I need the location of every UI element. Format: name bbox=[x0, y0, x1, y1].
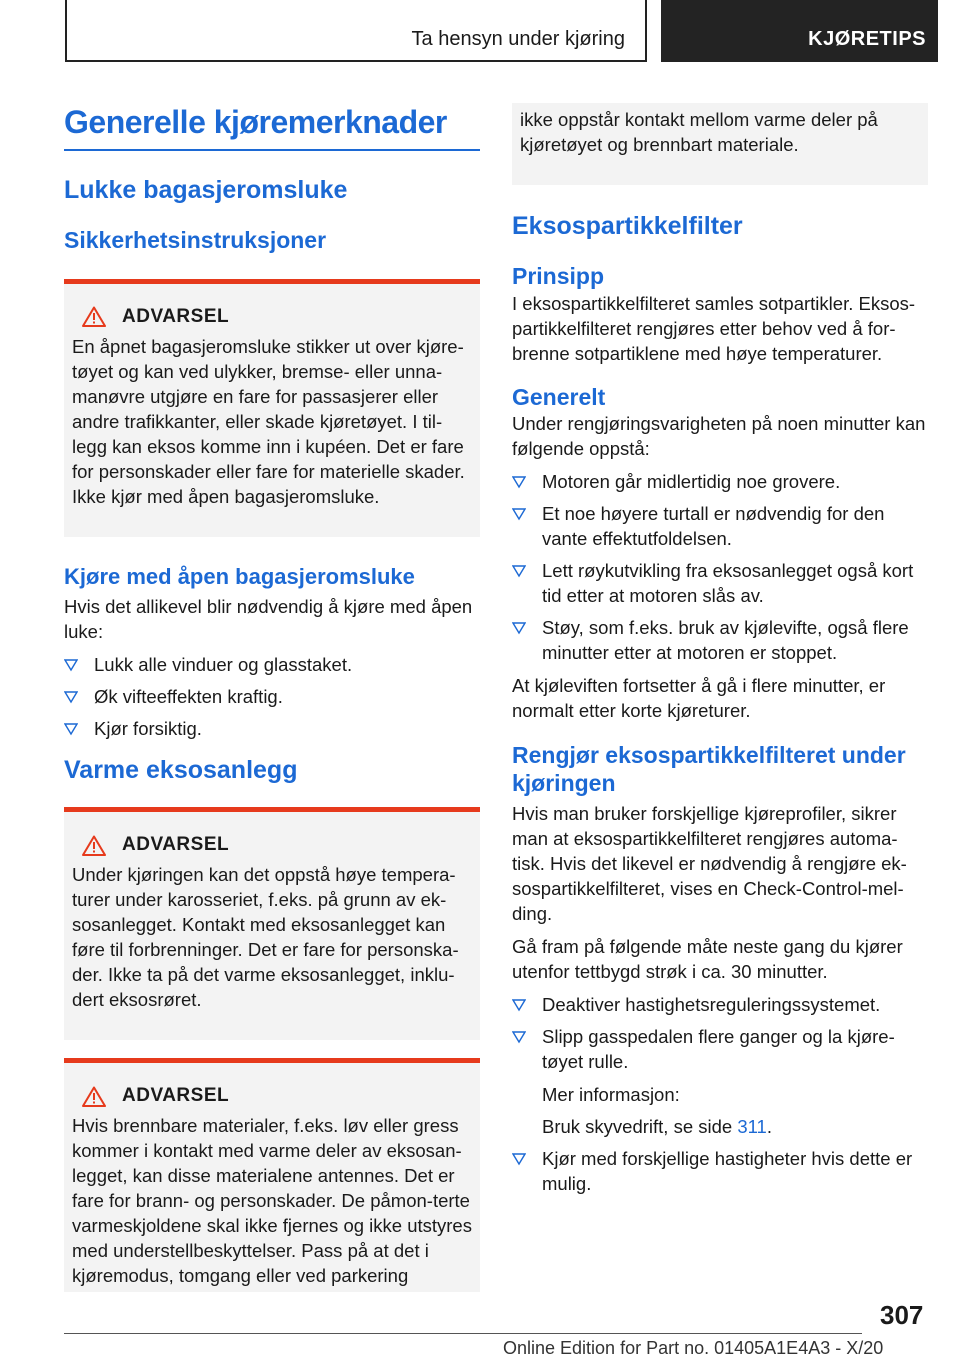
warning-text: ikke oppstår kontakt mellom varme deler på kjøretøyet og brennbart materiale. bbox=[520, 109, 878, 155]
heading-hot-exhaust: Varme eksosanlegg bbox=[64, 756, 298, 785]
warning-box-flammable bbox=[64, 1058, 480, 1292]
bullet-triangle-icon bbox=[512, 1030, 526, 1044]
list-item: Kjør forsiktig. bbox=[64, 716, 480, 741]
warning-box-trunk bbox=[64, 279, 480, 537]
principle-text: I eksospartikkelfilteret samles sotpartikler. Eksos-partikkelfilteret rengjøres etter behov ved å for-brenne sotpartiklene med høye temperaturer. bbox=[512, 292, 916, 364]
more-info-label: Mer informasjon: bbox=[542, 1084, 680, 1106]
bullet-triangle-icon bbox=[512, 1152, 526, 1166]
footer-edition: Online Edition for Part no. 01405A1E4A3 - X/20 bbox=[503, 1338, 884, 1358]
warning-label: ADVARSEL bbox=[122, 834, 230, 856]
heading-trunk: Lukke bagasjeromsluke bbox=[64, 176, 348, 204]
page-link-311[interactable]: 311 bbox=[737, 1116, 767, 1138]
list-item: Et noe høyere turtall er nødvendig for den vante effektutfoldelsen. bbox=[512, 501, 928, 551]
bullet-triangle-icon bbox=[512, 998, 526, 1012]
list-item: Kjør med forskjellige hastigheter hvis dette er mulig. bbox=[512, 1146, 928, 1196]
header-chapter-tag bbox=[661, 0, 938, 62]
coast-reference: Bruk skyvedrift, se side 311. bbox=[542, 1116, 772, 1138]
list-item: Motoren går midlertidig noe grovere. bbox=[512, 469, 928, 494]
header-section-title: Ta hensyn under kjøring bbox=[411, 28, 625, 50]
list-item: Lett røykutvikling fra eksosanlegget også kort tid etter at motoren slås av. bbox=[512, 558, 928, 608]
warning-header bbox=[72, 306, 472, 328]
bullet-triangle-icon bbox=[64, 722, 78, 736]
heading-clean-filter: Rengjør eksospartikkelfilteret under kjøringen bbox=[512, 742, 906, 797]
warning-header bbox=[72, 834, 472, 856]
heading-safety: Sikkerhetsinstruksjoner bbox=[64, 227, 327, 253]
right-column bbox=[512, 103, 928, 1204]
warning-header bbox=[72, 1085, 472, 1107]
bullet-triangle-icon bbox=[64, 690, 78, 704]
warning-triangle-icon bbox=[82, 1086, 106, 1107]
page-number: 307 bbox=[880, 1300, 924, 1330]
warning-text: Hvis brennbare materialer, f.eks. løv eller gress kommer i kontakt med varme deler av eksosan-legget, kan disse materialene antennes. Det er fare for brann- og personskader. De påmon-terte varmeskjoldene skal ikke fjernes og ikke utstyres med understellbeskyttelser. Pass på at det i kjøremodus, tomgang eller ved parkering bbox=[72, 1115, 472, 1287]
warning-text: En åpnet bagasjeromsluke stikker ut over kjøre-tøyet og kan ved ulykker, bremse- eller unna-manøvre utgjøre en fare for passasjerer eller andre trafikkanter, eller skade kjøretøyet. I til-legg kan eksos komme inn i kupéen. Det er fare for personskader eller fare for materielle skader. Ikke kjør med åpen bagasjeromsluke. bbox=[72, 335, 465, 507]
bullet-triangle-icon bbox=[512, 621, 526, 635]
warning-label: ADVARSEL bbox=[122, 305, 230, 327]
footer-divider bbox=[64, 1333, 862, 1334]
left-column bbox=[64, 100, 480, 1292]
header-section-box bbox=[65, 0, 647, 62]
bullet-triangle-icon bbox=[64, 658, 78, 672]
list-item: Støy, som f.eks. bruk av kjølevifte, også flere minutter etter at motoren er stoppet. bbox=[512, 615, 928, 665]
general-list bbox=[512, 469, 928, 665]
bullet-triangle-icon bbox=[512, 564, 526, 578]
warning-box-flammable-continued bbox=[512, 103, 928, 185]
clean-text-2: Gå fram på følgende måte neste gang du kjører utenfor tettbygd strøk i ca. 30 minutter. bbox=[512, 936, 903, 983]
list-item: Slipp gasspedalen flere ganger og la kjøre-tøyet rulle. Mer informasjon: Bruk skyvedrift, se side 311. bbox=[512, 1024, 928, 1139]
clean-list bbox=[512, 992, 928, 1196]
list-item: Deaktiver hastighetsreguleringssystemet. bbox=[512, 992, 928, 1017]
heading-principle: Prinsipp bbox=[512, 263, 605, 289]
general-after-text: At kjøleviften fortsetter å gå i flere minutter, er normalt etter korte kjøreturer. bbox=[512, 675, 886, 722]
warning-triangle-icon bbox=[82, 835, 106, 856]
clean-text-1: Hvis man bruker forskjellige kjøreprofiler, sikrer man at eksospartikkelfilteret rengjøres automa-tisk. Hvis det likevel er nødvendig å rengjøre ek-sospartikkelfilteret, vises en Check-Control-mel-ding. bbox=[512, 803, 907, 925]
bullet-triangle-icon bbox=[512, 507, 526, 521]
list-item: Øk vifteeffekten kraftig. bbox=[64, 684, 480, 709]
warning-triangle-icon bbox=[82, 306, 106, 327]
list-item: Lukk alle vinduer og glasstaket. bbox=[64, 652, 480, 677]
heading-general: Generelt bbox=[512, 383, 606, 410]
open-hatch-list bbox=[64, 652, 480, 741]
open-hatch-text: Hvis det allikevel blir nødvendig å kjøre med åpen luke: bbox=[64, 596, 473, 643]
warning-text: Under kjøringen kan det oppstå høye tempera-turer under karosseriet, f.eks. på grunn av ek-sosanlegget. Kontakt med eksosanlegget kan føre til forbrenninger. Det er fare for personska-der. Ikke ta på det varme eksosanlegget, inklu-dert eksosrøret. bbox=[72, 864, 459, 1011]
bullet-triangle-icon bbox=[512, 475, 526, 489]
warning-label: ADVARSEL bbox=[122, 1085, 230, 1107]
general-text: Under rengjøringsvarigheten på noen minutter kan følgende oppstå: bbox=[512, 413, 926, 460]
warning-box-hot-exhaust bbox=[64, 807, 480, 1040]
heading-particle-filter: Eksospartikkelfilter bbox=[512, 212, 743, 240]
page-title: Generelle kjøremerknader bbox=[64, 104, 480, 151]
header-chapter-label: KJØRETIPS bbox=[808, 28, 926, 50]
heading-open-hatch: Kjøre med åpen bagasjeromsluke bbox=[64, 563, 415, 589]
